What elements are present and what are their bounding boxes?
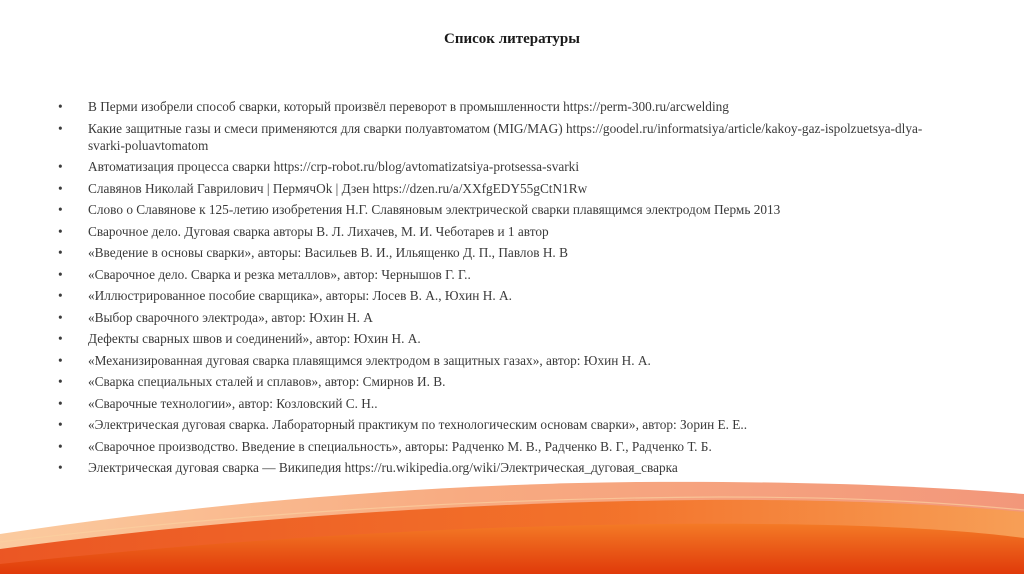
reference-text: «Электрическая дуговая сварка. Лабораторный практикум по технологическим основам сварки», автор: Зорин Е. Е.. — [88, 417, 748, 432]
list-item — [58, 373, 958, 390]
bullet-icon: • — [58, 266, 63, 282]
reference-text: Дефекты сварных швов и соединений», автор: Юхин Н. А. — [88, 331, 421, 346]
slide-title: Список литературы — [444, 31, 580, 47]
list-item — [58, 330, 958, 347]
list-item — [58, 395, 958, 412]
list-item — [58, 180, 958, 197]
bullet-icon: • — [58, 245, 63, 260]
bullet-icon: • — [58, 309, 63, 325]
list-item — [58, 309, 958, 326]
reference-text: Какие защитные газы и смеси применяются для сварки полуавтоматом (MIG/MAG) https://goodel.ru/informatsiya/article/kakoy-gaz-ispolzuetsya-dlya-svarki-poluavtomatom — [88, 120, 923, 153]
reference-text: «Сварочные технологии», автор: Козловский С. Н.. — [88, 395, 378, 411]
bullet-icon: • — [58, 180, 63, 196]
list-item — [58, 244, 958, 261]
reference-text: «Иллюстрированное пособие сварщика», авторы: Лосев В. А., Юхин Н. А. — [88, 288, 512, 303]
reference-text: Сварочное дело. Дуговая сварка авторы В. Л. Лихачев, М. И. Чеботарев и 1 автор — [88, 223, 549, 239]
bullet-icon: • — [58, 159, 63, 174]
list-item — [58, 201, 958, 218]
bullet-icon: • — [58, 331, 63, 346]
reference-text: Славянов Николай Гаврилович | ПермячOk | Дзен https://dzen.ru/a/XXfgEDY55gCtN1Rw — [88, 180, 588, 196]
list-item — [58, 287, 958, 304]
reference-text: «Введение в основы сварки», авторы: Васильев В. И., Ильященко Д. П., Павлов Н. В — [88, 245, 568, 260]
bullet-icon: • — [58, 202, 63, 217]
bullet-icon: • — [58, 438, 63, 454]
bullet-icon: • — [58, 99, 63, 114]
bullet-icon: • — [58, 374, 63, 389]
reference-text: В Перми изобрели способ сварки, который произвёл переворот в промышленности https://perm-300.ru/arcwelding — [88, 99, 729, 114]
bullet-icon: • — [58, 395, 63, 411]
list-item — [58, 266, 958, 283]
list-item — [58, 120, 958, 154]
bullet-icon: • — [58, 417, 63, 432]
reference-text: Автоматизация процесса сварки https://crp-robot.ru/blog/avtomatizatsiya-protsessa-svarki — [88, 159, 580, 174]
reference-list — [58, 98, 958, 481]
bullet-icon: • — [58, 288, 63, 303]
reference-text: «Сварочное дело. Сварка и резка металлов», автор: Чернышов Г. Г.. — [88, 266, 471, 282]
bullet-icon: • — [58, 460, 63, 475]
bullet-icon: • — [58, 352, 63, 368]
list-item — [58, 98, 958, 115]
list-item — [58, 352, 958, 369]
list-item — [58, 223, 958, 240]
reference-text: Слово о Славянове к 125-летию изобретения Н.Г. Славяновым электрической сварки плавящимся электродом Пермь 2013 — [88, 202, 781, 217]
list-item — [58, 158, 958, 175]
list-item — [58, 416, 958, 433]
bullet-icon: • — [58, 223, 63, 239]
reference-text: Электрическая дуговая сварка — Википедия https://ru.wikipedia.org/wiki/Электрическая_дуговая_сварка — [88, 460, 678, 475]
decorative-wave — [0, 464, 1024, 574]
bullet-icon: • — [58, 120, 63, 136]
reference-text: «Механизированная дуговая сварка плавящимся электродом в защитных газах», автор: Юхин Н. А. — [88, 352, 651, 368]
reference-text: «Сварка специальных сталей и сплавов», автор: Смирнов И. В. — [88, 374, 446, 389]
list-item — [58, 438, 958, 455]
reference-text: «Выбор сварочного электрода», автор: Юхин Н. А — [88, 309, 373, 325]
reference-text: «Сварочное производство. Введение в специальность», авторы: Радченко М. В., Радченко В. Г., Радченко Т. Б. — [88, 438, 712, 454]
